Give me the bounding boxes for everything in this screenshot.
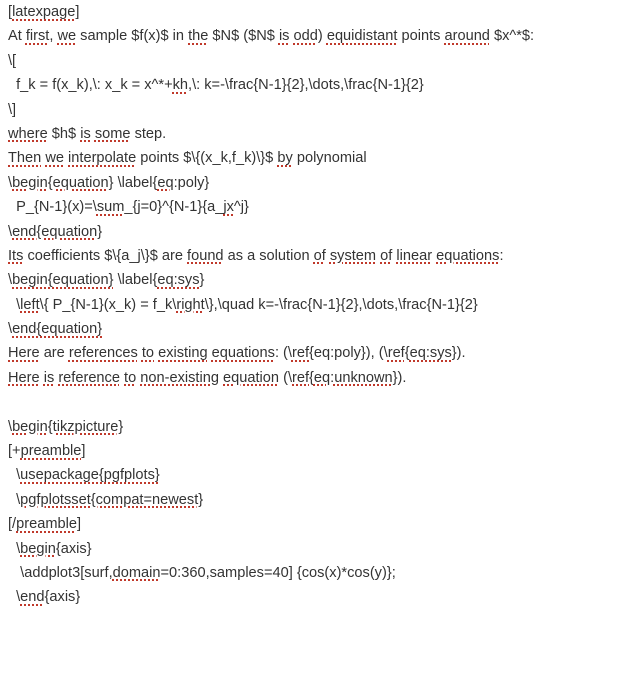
- spellcheck-flagged-word: ref: [387, 345, 405, 362]
- text-segment: \{ P_{N-1}(x_k) = f_k\: [39, 296, 177, 313]
- editor-line[interactable]: [8, 0, 613, 24]
- spellcheck-flagged-word: is: [43, 369, 55, 386]
- spellcheck-flagged-word: first: [25, 28, 50, 45]
- spellcheck-flagged-word: right: [176, 296, 205, 313]
- text-segment: ]: [75, 4, 80, 20]
- text-segment: \: [8, 174, 13, 191]
- editor-line[interactable]: [8, 24, 613, 48]
- spellcheck-flagged-word: reference: [58, 369, 120, 386]
- text-segment: }).: [451, 345, 466, 362]
- text-segment: : (\: [274, 345, 292, 362]
- text-segment: {axis}: [55, 540, 92, 557]
- spellcheck-flagged-word: references: [68, 345, 138, 362]
- editor-line[interactable]: [8, 49, 613, 73]
- editor-line[interactable]: [8, 122, 613, 146]
- spellcheck-flagged-word: begin{equation}: [12, 272, 114, 289]
- text-segment: $N$ ($N$: [208, 28, 279, 45]
- editor-line[interactable]: [8, 268, 613, 292]
- editor-line[interactable]: [8, 146, 613, 170]
- text-segment: [/: [8, 516, 17, 533]
- spellcheck-flagged-word: jx: [223, 199, 234, 216]
- text-segment: =0:360,samples=40] {cos(x)*cos(y)};: [160, 564, 396, 581]
- spellcheck-flagged-word: by: [277, 150, 293, 167]
- text-segment: _{j=0}^{N-1}{a_: [124, 199, 224, 216]
- text-segment: }: [199, 272, 205, 289]
- spellcheck-flagged-word: is: [278, 28, 290, 45]
- spellcheck-flagged-word: of: [313, 247, 326, 264]
- editor-line[interactable]: [8, 488, 613, 512]
- text-segment: \addplot3[surf,: [8, 564, 113, 581]
- spellcheck-flagged-word: end{equation}: [12, 321, 103, 338]
- text-segment: ]: [81, 443, 86, 460]
- text-segment: points $\{(x_k,f_k)\}$: [136, 150, 278, 167]
- text-segment: ]: [76, 516, 82, 533]
- text-segment: {eq:poly}), (\: [309, 345, 388, 362]
- editor-line[interactable]: [8, 512, 613, 536]
- spellcheck-flagged-word: the: [188, 28, 209, 45]
- spellcheck-flagged-word: Its: [8, 247, 24, 264]
- text-segment: ^j}: [233, 199, 249, 216]
- spellcheck-flagged-word: pgfplotsset{compat=newest}: [20, 491, 204, 508]
- editor-line[interactable]: [8, 98, 613, 122]
- spellcheck-flagged-word: we: [45, 150, 64, 167]
- spellcheck-flagged-word: domain: [112, 564, 161, 581]
- text-segment: {: [404, 345, 410, 362]
- spellcheck-flagged-word: eq:sys: [157, 272, 200, 289]
- editor-line[interactable]: [8, 341, 613, 365]
- text-segment: :poly}: [173, 174, 210, 191]
- text-segment: ): [317, 28, 327, 45]
- text-segment: [: [8, 4, 13, 20]
- editor-line[interactable]: [8, 293, 613, 317]
- text-segment: \: [8, 296, 21, 313]
- text-segment: {axis}: [44, 589, 81, 606]
- editor-line[interactable]: [8, 415, 613, 439]
- text-editor[interactable]: [8, 0, 613, 610]
- spellcheck-flagged-word: Then: [8, 150, 42, 167]
- text-segment: P_{N-1}(x)=\: [8, 199, 97, 216]
- editor-line[interactable]: [8, 366, 613, 390]
- text-segment: \},\quad k=-\frac{N-1}{2},\dots,\frac{N-1}{2}: [204, 296, 478, 313]
- spellcheck-flagged-word: to: [124, 369, 137, 386]
- text-segment: step.: [130, 125, 167, 142]
- text-segment: sample $f(x)$ in: [76, 28, 189, 45]
- editor-line[interactable]: [8, 171, 613, 195]
- spellcheck-flagged-word: eq:unknown: [313, 369, 393, 386]
- text-segment: polynomial: [292, 150, 367, 167]
- spellcheck-flagged-word: equation: [223, 369, 280, 386]
- spellcheck-flagged-word: where: [8, 125, 48, 142]
- editor-line[interactable]: [8, 585, 613, 609]
- spellcheck-flagged-word: begin{tikzpicture}: [12, 418, 124, 435]
- text-segment: \: [8, 491, 21, 508]
- editor-line[interactable]: [8, 537, 613, 561]
- text-segment: \label{: [113, 174, 158, 191]
- spellcheck-flagged-word: equidistant: [326, 28, 398, 45]
- text-segment: coefficients $\{a_j\}$ are: [23, 247, 188, 264]
- text-segment: $x^*$:: [489, 28, 535, 45]
- spellcheck-flagged-word: eq:sys: [409, 345, 452, 362]
- spellcheck-flagged-word: to: [141, 345, 155, 362]
- text-segment: $h$: [47, 125, 81, 142]
- spellcheck-flagged-word: begin{equation}: [12, 174, 114, 191]
- text-segment: ,\: k=-\frac{N-1}{2},\dots,\frac{N-1}{2}: [188, 77, 424, 94]
- spellcheck-flagged-word: equations: [211, 345, 275, 362]
- text-segment: [+: [8, 443, 21, 460]
- spellcheck-flagged-word: end{equation}: [12, 223, 103, 240]
- text-segment: {: [309, 369, 314, 386]
- spellcheck-flagged-word: preamble: [20, 443, 82, 460]
- text-segment: \: [8, 321, 13, 338]
- spellcheck-flagged-word: is: [80, 125, 91, 142]
- text-segment: \[: [8, 52, 17, 69]
- text-segment: points: [397, 28, 445, 45]
- editor-line[interactable]: [8, 463, 613, 487]
- spellcheck-flagged-word: Here: [8, 369, 40, 386]
- spellcheck-flagged-word: Here: [8, 345, 40, 362]
- spellcheck-flagged-word: eq: [157, 174, 174, 191]
- spellcheck-flagged-word: found: [187, 247, 224, 264]
- text-segment: \: [8, 589, 21, 606]
- text-segment: \: [8, 272, 13, 289]
- spellcheck-flagged-word: system: [329, 247, 377, 264]
- spellcheck-flagged-word: kh: [172, 77, 189, 94]
- editor-line[interactable]: [8, 439, 613, 463]
- spellcheck-flagged-word: usepackage{pgfplots}: [20, 467, 160, 484]
- text-segment: \: [8, 540, 21, 557]
- text-segment: ,: [49, 28, 58, 45]
- text-segment: \: [8, 467, 21, 484]
- text-segment: At: [8, 28, 26, 45]
- text-segment: \]: [8, 101, 17, 118]
- spellcheck-flagged-word: latexpage: [12, 4, 76, 20]
- spellcheck-flagged-word: we: [57, 28, 77, 45]
- spellcheck-flagged-word: linear: [396, 247, 433, 264]
- editor-blank-line[interactable]: [8, 390, 613, 414]
- editor-line[interactable]: [8, 244, 613, 268]
- spellcheck-flagged-word: around: [444, 28, 490, 45]
- spellcheck-flagged-word: existing: [158, 345, 208, 362]
- editor-line[interactable]: [8, 561, 613, 585]
- text-segment: :: [499, 247, 504, 264]
- spellcheck-flagged-word: preamble: [16, 516, 77, 533]
- text-segment: }).: [392, 369, 407, 386]
- text-segment: \: [8, 418, 13, 435]
- spellcheck-flagged-word: begin: [20, 540, 56, 557]
- spellcheck-flagged-word: odd: [293, 28, 318, 45]
- spellcheck-flagged-word: some: [94, 125, 131, 142]
- spellcheck-flagged-word: sum: [96, 199, 125, 216]
- editor-line[interactable]: [8, 317, 613, 341]
- spellcheck-flagged-word: ref: [291, 345, 309, 362]
- text-segment: are: [39, 345, 69, 362]
- spellcheck-flagged-word: ref: [292, 369, 310, 386]
- text-segment: \: [8, 223, 13, 240]
- spellcheck-flagged-word: of: [380, 247, 393, 264]
- text-segment: f_k = f(x_k),\: x_k = x^*+: [8, 77, 173, 94]
- spellcheck-flagged-word: end: [20, 589, 45, 606]
- editor-line[interactable]: [8, 73, 613, 97]
- text-segment: (\: [279, 369, 293, 386]
- spellcheck-flagged-word: non-existing: [140, 369, 219, 386]
- editor-line[interactable]: [8, 220, 613, 244]
- text-segment: \label{: [113, 272, 158, 289]
- editor-line[interactable]: [8, 195, 613, 219]
- spellcheck-flagged-word: left: [20, 296, 40, 313]
- spellcheck-flagged-word: interpolate: [68, 150, 137, 167]
- text-segment: as a solution: [223, 247, 314, 264]
- spellcheck-flagged-word: equations: [436, 247, 500, 264]
